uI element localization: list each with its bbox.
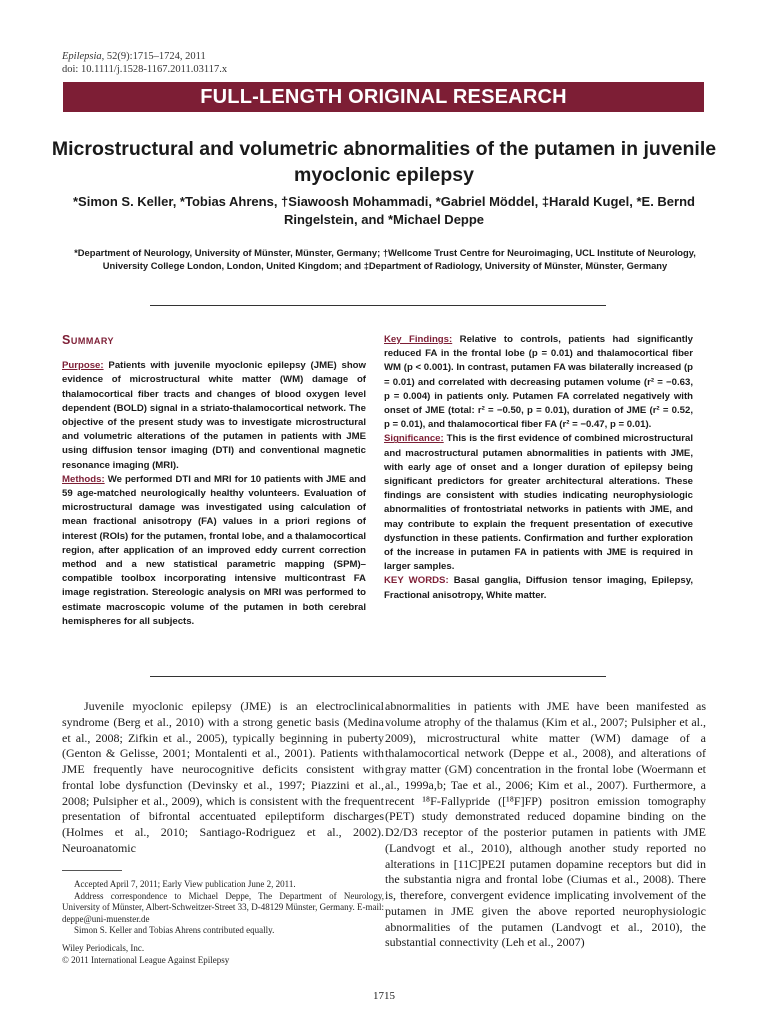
body-left-column — [62, 699, 384, 857]
keywords-section — [384, 574, 693, 602]
article-title: Microstructural and volumetric abnormalities of the putamen in juvenile myoclonic epilepsy — [51, 138, 717, 186]
continued-paragraph: abnormalities in patients with JME have been manifested as volume atrophy of the thalamus (Kim et al., 2007; Pulsipher et al., 2009), microstructural white matter (WM) damage of a thalamocortical network (Deppe et al., 2008), and alterations of gray matter (GM) concentration in the frontal lobe (Woermann et al., 1999a,b; Tae et al., 2006; Kim et al., 2007). Furthermore, a recent ¹⁸F-Fallypride ([¹⁸F]FP) positron emission tomography (PET) study demonstrated reduced dopamine binding on the D2/D3 receptor of the posterior putamen in patients with JME (Landvogt et al., 2010), although another study reported no alterations in [11C]PE2I putamen dopamine receptors but did in the substantia nigra and frontal lobe (Ciumas et al., 2008). There is, therefore, convergent evidence implicating involvement of the putamen in JME given the above reported neurophysiologic abnormalities of the putamen (Landvogt et al., 2010), the substantial connectivity (Leh et al., 2007) — [385, 699, 706, 950]
significance-text: This is the first evidence of combined microstructural and macrostructural putamen abnormalities in patients with JME, with early age of onset and a longer duration of epilepsy being significant predictors for greater architectural alterations. These findings are consistent with studies indicating neurophysiologic abnormalities of frontostriatal networks in patients with JME, and may contribute to explain the frequent presentation of executive dysfunction in these patients. Confirmation and further exploration of the increase in putamen FA in patients with JME is required in larger samples. — [384, 433, 693, 573]
significance-label: Significance: — [384, 433, 444, 445]
summary-right-column — [384, 333, 693, 603]
journal-header — [62, 50, 227, 76]
summary-heading: Summary — [62, 333, 114, 347]
purpose-section — [62, 359, 366, 473]
affiliations: *Department of Neurology, University of Münster, Münster, Germany; †Wellcome Trust Centre for Neuroimaging, UCL Institute of Neurology, University College London, London, United Kingdom; and ‡Department of Radiology, University of Münster, Münster, Germany — [74, 247, 696, 271]
purpose-text: Patients with juvenile myoclonic epilepsy (JME) show evidence of microstructural white matter (WM) damage of thalamocortical fiber tracts and changes of blood oxygen level dependent (BOLD) signal in a striato-thalamocortical network. The objective of the present study was to investigate microstructural and volumetric alterations of the putamen in patients with JME using diffusion tensor imaging (DTI) and conventional magnetic resonance imaging (MRI). — [62, 360, 367, 471]
keywords-label: KEY WORDS: — [384, 575, 449, 587]
summary-left-column — [62, 333, 366, 629]
intro-paragraph: Juvenile myoclonic epilepsy (JME) is an electroclinical syndrome (Berg et al., 2010) with a strong genetic basis (Medina et al., 2008; Zifkin et al., 2005), typically beginning in puberty (Genton & Gelisse, 2001; Montalenti et al., 2001). Patients with JME frequently have neurocognitive deficits consistent with frontal lobe dysfunction (Devinsky et al., 1997; Piazzini et al., 2008; Pulsipher et al., 2009), which is consistent with the frequent presentation of bifrontal accentuated epileptiform discharges (Holmes et al., 2010; Santiago-Rodriguez et al., 2002). Neuroanatomic — [62, 699, 384, 855]
publisher-note: Wiley Periodicals, Inc. — [62, 942, 145, 953]
purpose-label: Purpose: — [62, 360, 104, 372]
doi: doi: 10.1111/j.1528-1167.2011.03117.x — [62, 64, 228, 75]
contribution-note: Simon S. Keller and Tobias Ahrens contributed equally. — [74, 925, 275, 936]
author-list: *Simon S. Keller, *Tobias Ahrens, †Siawoosh Mohammadi, *Gabriel Möddel, ‡Harald Kugel, *E. Bernd Ringelstein, and *Michael Deppe — [73, 194, 695, 227]
page-number: 1715 — [373, 990, 395, 1002]
accepted-note: Accepted April 7, 2011; Early View publication June 2, 2011. — [74, 879, 296, 889]
article-type-banner: FULL-LENGTH ORIGINAL RESEARCH — [63, 82, 704, 112]
title-divider — [150, 305, 606, 306]
keywords-text: Basal ganglia, Diffusion tensor imaging, Epilepsy, Fractional anisotropy, White matter. — [384, 575, 694, 601]
findings-text: Relative to controls, patients had significantly reduced FA in the frontal lobe (p = 0.01) and thalamocortical fiber WM (p < 0.001). In contrast, putamen FA was bilaterally increased (p = 0.01) and correlated with decreasing putamen volume (r² = −0.63, p = 0.004) in patients only. Putamen FA correlated negatively with onset of JME (total: r² = −0.50, p = 0.01), duration of JME (r² = 0.52, p = 0.01), and thalamocortical fiber FA (r² = −0.47, p = 0.01). — [384, 334, 693, 431]
findings-section — [384, 333, 693, 432]
methods-text: We performed DTI and MRI for 10 patients with JME and 59 age-matched neurologically healthy volunteers. Evaluation of microstructural damage was investigated using calculation of mean fractional anisotropy (FA) values in a priori regions of interest (ROIs) for the putamen, frontal lobe, and a thalamocortical region, after application of an improved eddy current correction method and a new statistical parametric mapping (SPM)–compatible toolbox incorporating intensive multicontrast FA image registration. Stereologic analysis on MRI was performed to estimate macroscopic volume of the putamen in both cerebral hemispheres for all subjects. — [62, 473, 366, 627]
journal-name: Epilepsia — [62, 51, 102, 62]
significance-section — [384, 432, 693, 574]
abstract-divider — [150, 676, 606, 677]
copyright-note: © 2011 International League Against Epilepsy — [62, 954, 230, 965]
findings-label: Key Findings: — [384, 334, 453, 345]
footnotes — [62, 879, 384, 966]
methods-label: Methods: — [62, 473, 105, 485]
footnote-divider — [62, 870, 122, 871]
body-right-column — [385, 699, 706, 951]
correspondence-note: Address correspondence to Michael Deppe, The Department of Neurology, University of Münster, Albert-Schweitzer-Street 33, D-48129 Münster, Germany. E-mail: deppe@uni-muenster.de — [62, 890, 384, 924]
journal-citation: , 52(9):1715–1724, 2011 — [101, 51, 206, 62]
methods-section — [62, 473, 366, 629]
